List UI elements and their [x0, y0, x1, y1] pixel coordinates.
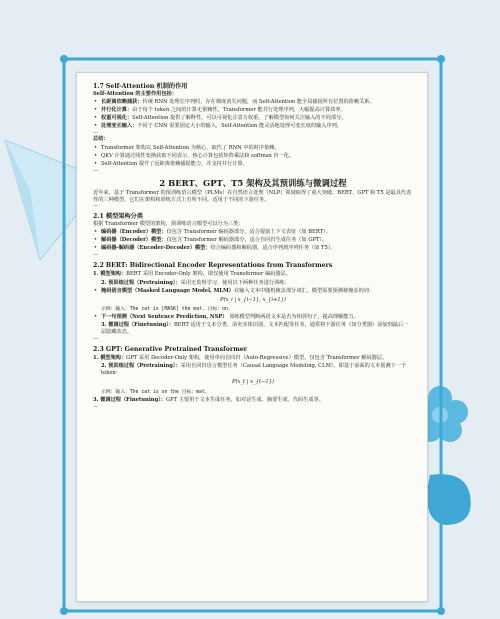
summary-title: 总结： — [93, 136, 109, 143]
gpt-finetuning: 3. 微调过程（Finetuning）：GPT 主要用于文本生成任务，如对话生成、摘要生成、代码生成等。 — [93, 396, 324, 403]
mlm-formula: P(x_i | x_{i−1}, x_{i+1}) — [220, 296, 286, 303]
list-item: • 长距离依赖捕获：传统 RNN 处理长序列时，存在梯度消失问题，而 Self-Attention 能全局捕捉所有位置的依赖关系。 — [93, 99, 413, 106]
gpt-pretraining: 2. 预训练过程（Pretraining）：采用自回归语言模型任务（Causal Language Modeling, CLM），即基于前面的文本预测下一个 token： — [101, 363, 407, 377]
mlm-example: 示例：输入：The cat is [MASK] the mat. 目标：on。 — [101, 306, 233, 312]
bert-pretraining: 2. 预训练过程（Pretraining）：采用无监督学习，使用以下两种任务进行训练： — [101, 279, 290, 286]
chapter-2-intro: 近年来，基于 Transformer 的预训练语言模型（PLMs）在自然语言处理（NLP）领域取得了重大突破。BERT、GPT 和 T5 是最具代表性的三种模型，它们在架构和训练方式上有所不同，适用于不同的下游任务。 — [93, 189, 412, 203]
list-item: • 并行化计算：由于每个 token 之间的计算无依赖性，Transformer 能并行处理序列，大幅提高计算效率。 — [93, 107, 413, 114]
separator: — — [93, 203, 99, 210]
section-1-7-title: 1.7 Self-Attention 机制的作用 — [93, 83, 188, 90]
list-item: • 掩码语言模型（Masked Language Model, MLM）在输入文本中随机掩盖部分词汇，模型需要预测被掩盖的词： — [93, 288, 413, 295]
list-item: • QKV 计算通过线性变换获取不同表示，核心计算包括矩阵乘法和 softmax 归一化。 — [93, 153, 413, 160]
separator: — — [93, 403, 99, 410]
list-item: • 编码器（Encoder）模型：仅包含 Transformer 编码器部分，适合提取上下文表征（如 BERT）。 — [93, 229, 413, 236]
list-item: • Transformer 架构以 Self-Attention 为核心，取代了 RNN 中的时序依赖。 — [93, 145, 413, 152]
clm-example: 示例：输入：The cat is on the 目标：mat。 — [101, 389, 210, 395]
section-2-1-title: 2.1 模型架构分类 — [93, 213, 144, 221]
list-item: • 编码器-解码器（Encoder-Decoder）模型：结合编码器和解码器，适合序列到序列任务（如 T5）。 — [93, 245, 413, 252]
separator: — — [93, 336, 99, 343]
section-2-1-lead: 根据 Transformer 模型的架构，预训练语言模型可以分为三类： — [93, 221, 244, 228]
list-item: • 解码器（Decoder）模型：仅包含 Transformer 解码器部分，适合自回归生成任务（如 GPT）。 — [93, 237, 413, 244]
list-item: • 权重可视化：Self-Attention 提供了解释性，可以可视化注意力权重，了解模型如何关注输入的不同部分。 — [93, 115, 413, 122]
bert-finetuning: 3. 微调过程（Finetuning）：BERT 适用于文本分类、命名实体识别、文本匹配等任务，通常将下游任务（如分类器）添加到最后一层隐藏状态。 — [101, 321, 409, 336]
document-page — [76, 72, 428, 602]
section-1-7-lead: Self-Attention 的主要作用包括： — [93, 91, 177, 97]
separator: — — [93, 167, 99, 174]
clm-formula: P(x_t | x_{t−1}) — [231, 379, 275, 386]
list-item: • Self-Attention 提升了远距离依赖捕捉能力，并支持并行计算。 — [93, 161, 413, 168]
separator: — — [93, 130, 99, 137]
separator: — — [93, 252, 99, 259]
section-2-3-title: 2.3 GPT: Generative Pretrained Transformer — [93, 346, 247, 354]
chapter-2-title: 2 BERT、GPT、T5 架构及其预训练与微调过程 — [159, 177, 347, 188]
gpt-architecture: 1. 模型架构：GPT 采用 Decoder-Only 架构，使用单向自回归（Auto-Regressive）模型，仅包含 Transformer 解码器层。 — [93, 355, 388, 362]
bert-architecture: 1. 模型架构：BERT 采用 Encoder-Only 架构，即仅使用 Transformer 编码器层。 — [93, 271, 291, 278]
section-2-2-title: 2.2 BERT: Bidirectional Encoder Representations from Transformers — [93, 262, 333, 270]
list-item: • 下一句预测（Next Sentence Prediction, NSP） 训练模型判断两段文本是否为相邻句子，提高理解能力。 — [93, 314, 413, 321]
list-item: • 处理变长输入：不同于 CNN 需要固定大小的输入，Self-Attention 能灵活地处理可变长度的输入序列。 — [93, 123, 413, 130]
